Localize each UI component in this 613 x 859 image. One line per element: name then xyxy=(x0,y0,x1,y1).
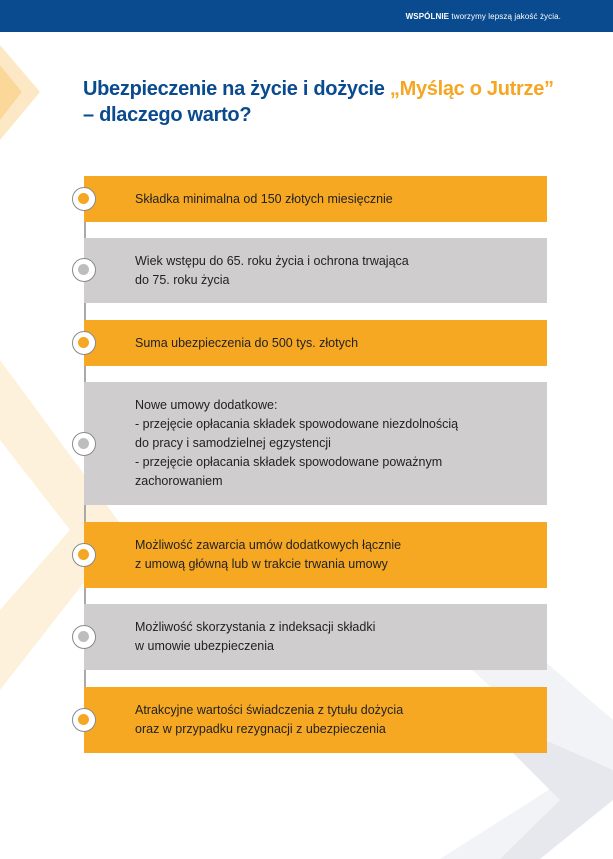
benefit-item xyxy=(84,522,547,588)
bullet-orange-icon xyxy=(72,543,96,567)
page-title xyxy=(83,76,583,128)
benefit-text: Suma ubezpieczenia do 500 tys. złotych xyxy=(135,335,359,350)
title-part2: – dlaczego warto? xyxy=(83,104,252,126)
benefit-item xyxy=(84,687,547,753)
benefit-text: Atrakcyjne wartości świadczenia z tytułu dożycia oraz w przypadku rezygnacji z ubezpieczenia xyxy=(135,703,404,736)
bullet-gray-icon xyxy=(72,432,96,456)
benefit-item xyxy=(84,238,547,303)
chevron-bottom-right xyxy=(500,740,613,859)
title-accent: „Myśląc o Jutrze” xyxy=(389,78,554,100)
benefit-text: Możliwość zawarcia umów dodatkowych łącznie z umową główną lub w trakcie trwania umowy xyxy=(135,538,402,571)
benefit-item xyxy=(84,320,547,366)
bullet-orange-icon xyxy=(72,708,96,732)
benefit-item xyxy=(84,382,547,505)
chevron-top-left xyxy=(0,45,40,140)
bullet-gray-icon xyxy=(72,258,96,282)
chevron-top-left-inner xyxy=(0,65,22,120)
top-bar xyxy=(0,0,613,32)
benefit-item xyxy=(84,176,547,222)
benefit-text: Wiek wstępu do 65. roku życia i ochrona trwająca do 75. roku życia xyxy=(135,253,409,287)
tagline-rest: tworzymy lepszą jakość życia. xyxy=(449,12,561,21)
benefit-text: Składka minimalna od 150 złotych miesięcznie xyxy=(135,191,393,206)
title-part1: Ubezpieczenie na życie i dożycie xyxy=(83,78,390,100)
bullet-orange-icon xyxy=(72,187,96,211)
tagline xyxy=(406,12,561,21)
bullet-orange-icon xyxy=(72,331,96,355)
benefit-text: Nowe umowy dodatkowe: - przejęcie opłacania składek spowodowane niezdolnością do pracy i samodzielnej egzystencji - przejęcie opłacania składek spowodowane poważnym zachorowaniem xyxy=(135,398,459,488)
benefit-text: Możliwość skorzystania z indeksacji składki w umowie ubezpieczenia xyxy=(135,620,376,653)
tagline-bold: WSPÓLNIE xyxy=(405,12,450,21)
bullet-gray-icon xyxy=(72,625,96,649)
benefit-item xyxy=(84,604,547,670)
